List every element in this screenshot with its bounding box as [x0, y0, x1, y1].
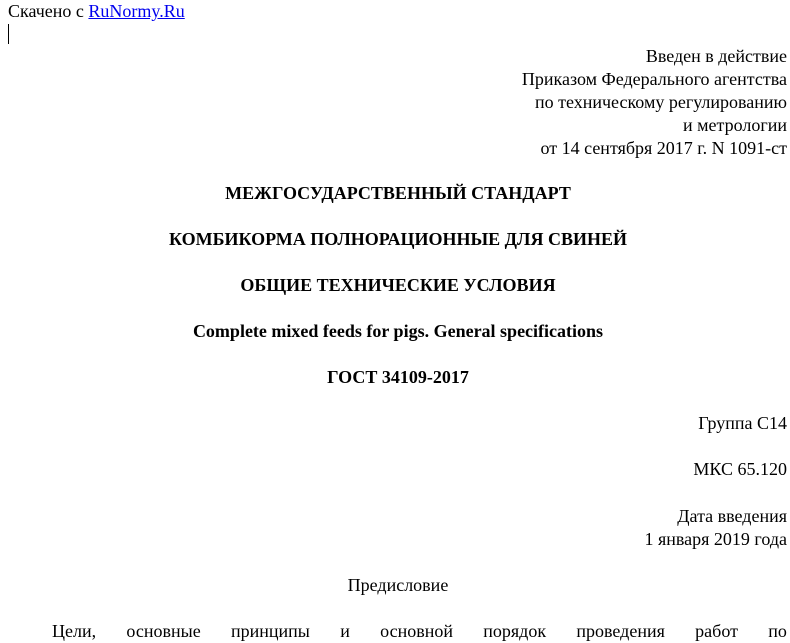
preface-heading: Предисловие — [347, 575, 449, 595]
effective-date-label: Дата введения — [677, 506, 787, 526]
enactment-line: Введен в действие — [645, 46, 787, 66]
paragraph-word: Цели, — [52, 621, 97, 641]
paragraph-word: принципы — [231, 621, 310, 641]
site-link[interactable]: RuNormy.Ru — [88, 1, 185, 21]
effective-date-value: 1 января 2019 года — [644, 529, 787, 549]
text-cursor — [8, 24, 9, 44]
enactment-line: по техническому регулированию — [534, 92, 787, 112]
standard-subtitle-heading: ОБЩИЕ ТЕХНИЧЕСКИЕ УСЛОВИЯ — [240, 275, 556, 295]
enactment-line: и метрологии — [683, 115, 787, 135]
paragraph-word: и — [340, 621, 350, 641]
download-source-line — [8, 0, 185, 23]
enactment-block — [522, 45, 787, 160]
paragraph-word: порядок — [483, 621, 547, 641]
preface-paragraph — [52, 620, 787, 643]
standard-type-heading: МЕЖГОСУДАРСТВЕННЫЙ СТАНДАРТ — [225, 183, 571, 203]
paragraph-word: работ — [695, 621, 738, 641]
paragraph-word: основные — [126, 621, 201, 641]
paragraph-word: основной — [380, 621, 453, 641]
standard-designation: ГОСТ 34109-2017 — [327, 367, 469, 387]
enactment-line: от 14 сентября 2017 г. N 1091-ст — [540, 138, 787, 158]
enactment-line: Приказом Федерального агентства — [521, 69, 787, 89]
download-prefix: Скачено с — [8, 1, 84, 21]
paragraph-word: по — [768, 621, 787, 641]
paragraph-word: проведения — [576, 621, 665, 641]
standard-name-english: Complete mixed feeds for pigs. General specifications — [192, 321, 604, 341]
group-code: Группа С14 — [698, 413, 787, 433]
mks-code: МКС 65.120 — [693, 459, 787, 479]
standard-name-heading: КОМБИКОРМА ПОЛНОРАЦИОННЫЕ ДЛЯ СВИНЕЙ — [169, 229, 627, 249]
